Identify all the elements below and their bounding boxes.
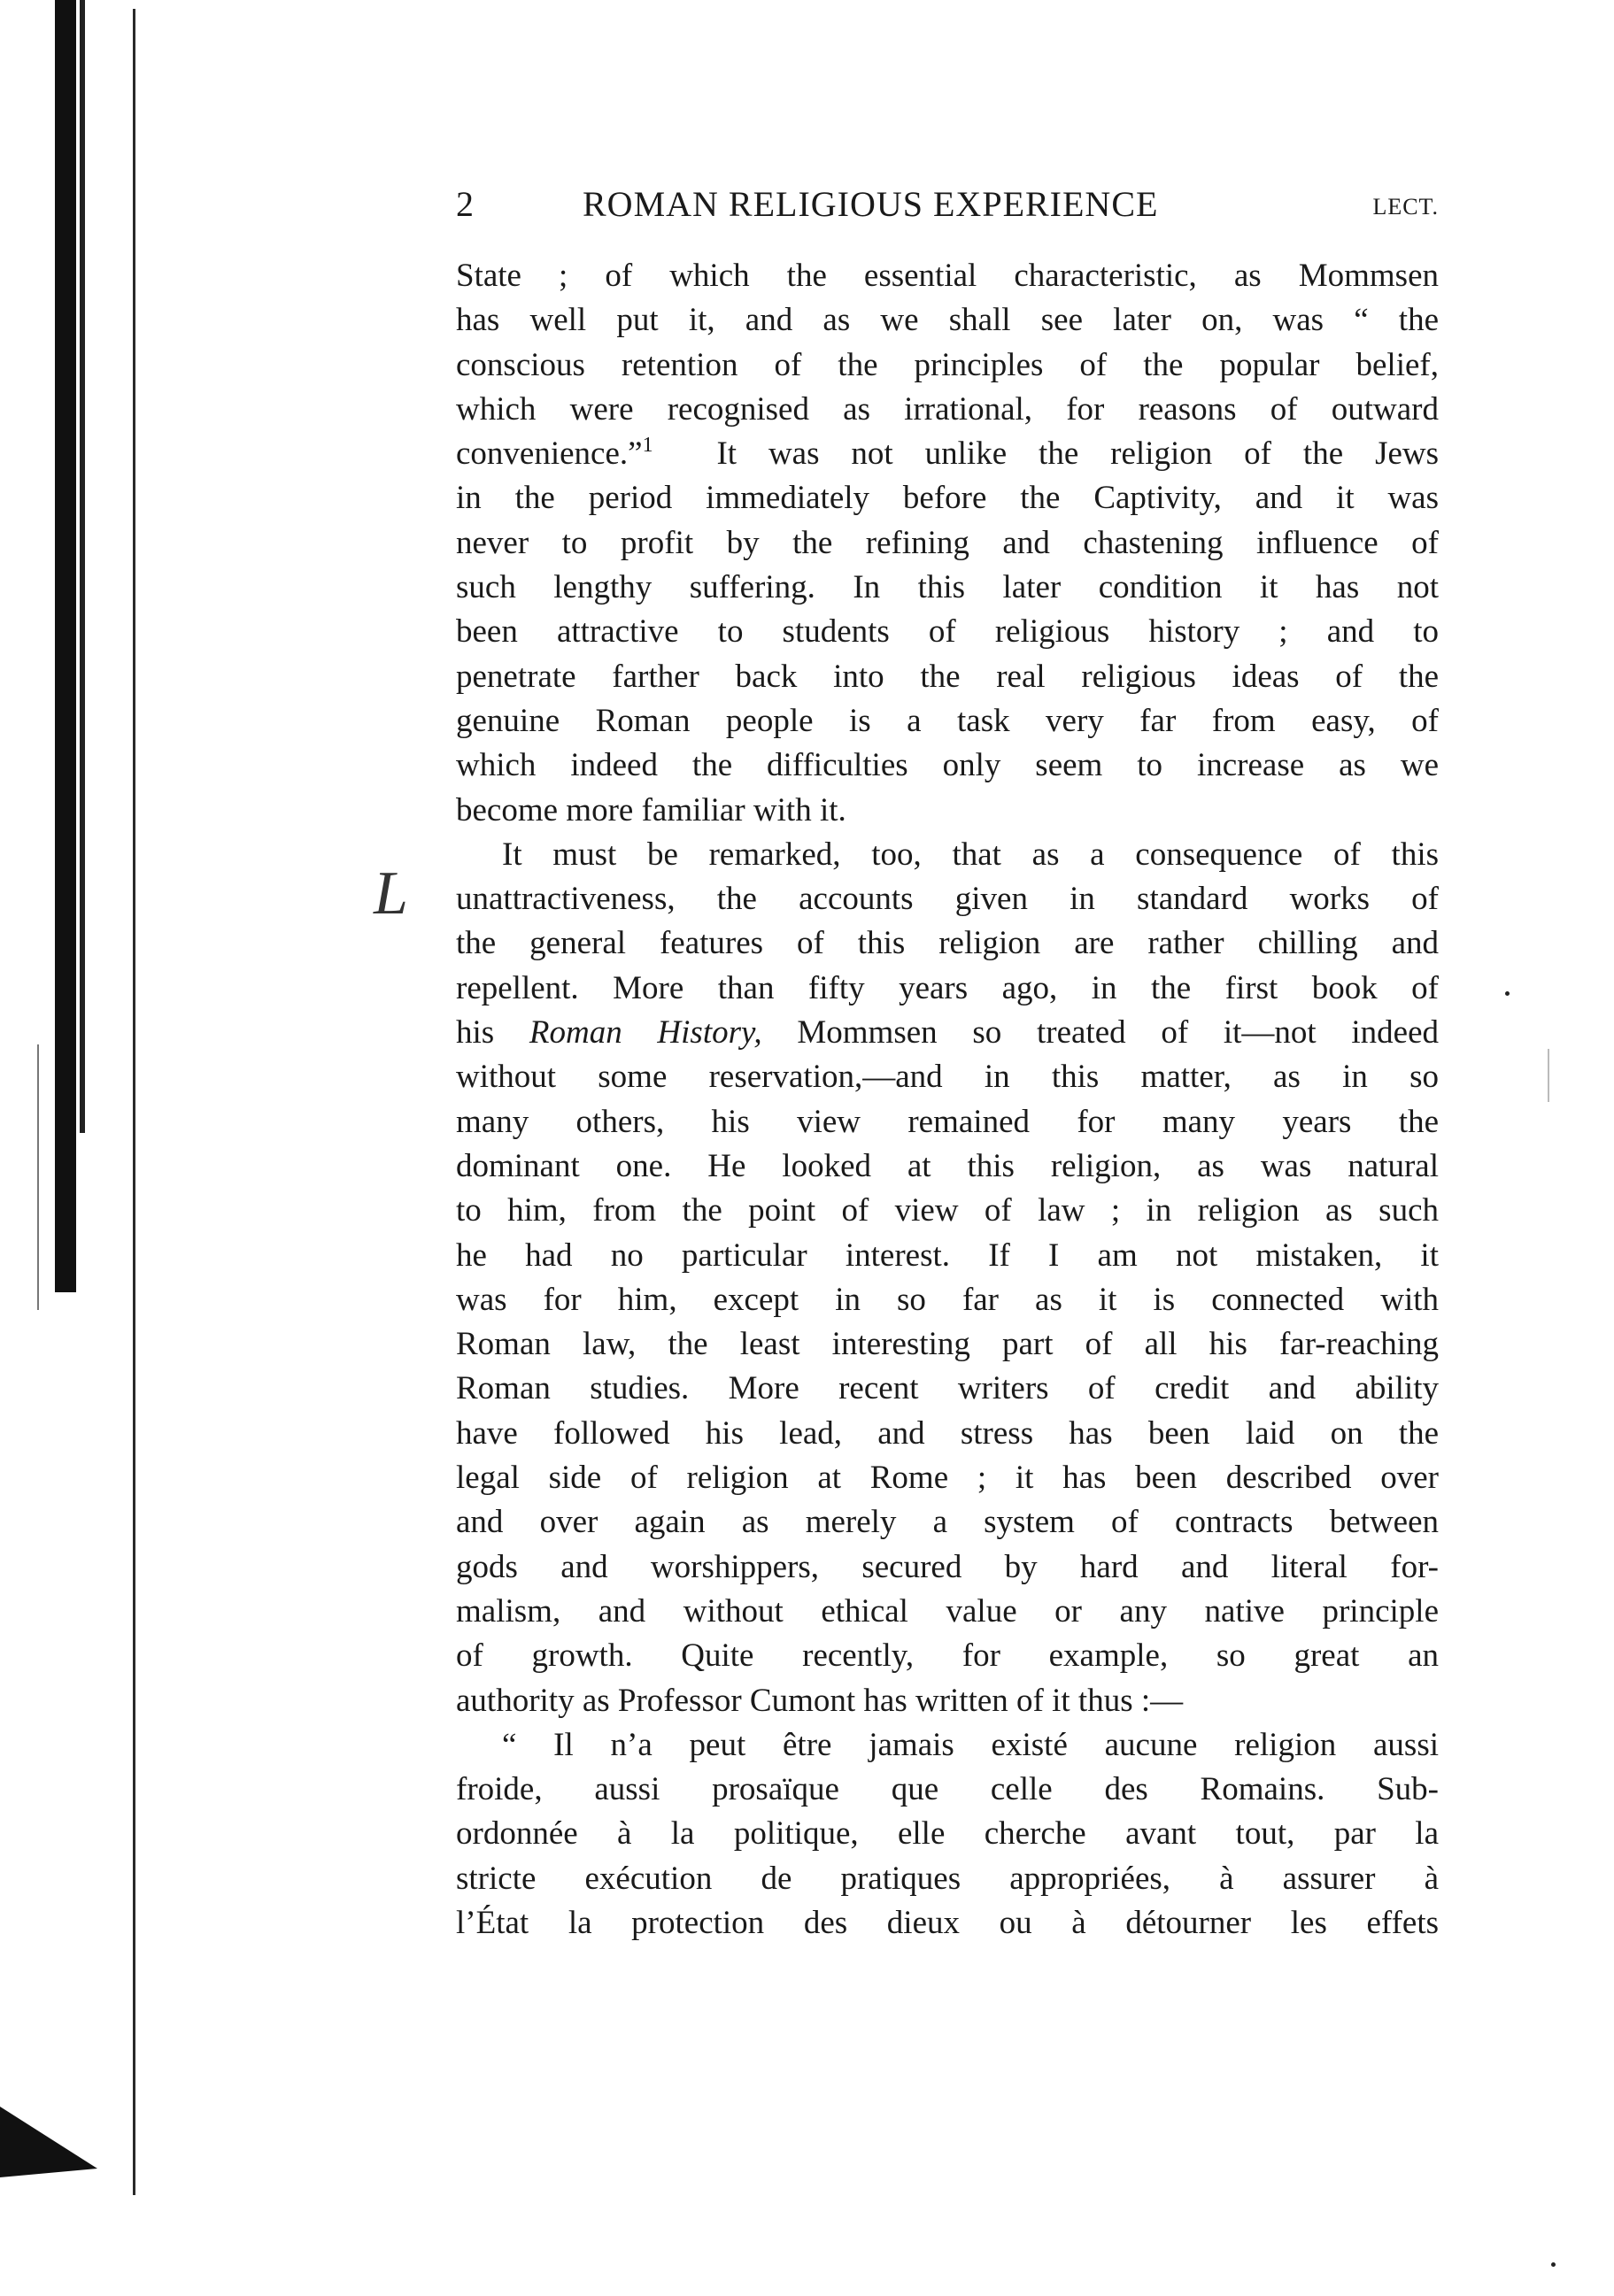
lecture-label: LECT. — [1372, 194, 1439, 220]
scan-speck — [1551, 2262, 1556, 2267]
book-title-roman-history: Roman History, — [529, 1014, 762, 1052]
text-line: genuine Roman people is a task very far from easy, of — [456, 702, 1439, 739]
text-line: malism, and without ethical value or any native principle — [456, 1592, 1439, 1630]
text-line: never to profit by the refining and chastening influence of — [456, 524, 1439, 561]
quote-line: froide, aussi prosaïque que celle des Romains. Sub- — [456, 1771, 1439, 1808]
text-line: to him, from the point of view of law ; in religion as such — [456, 1192, 1439, 1229]
text-line — [456, 1011, 1439, 1055]
footnote-ref: 1 — [642, 434, 653, 458]
text-line: unattractiveness, the accounts given in standard works of — [456, 881, 1439, 918]
text-line: has well put it, and as we shall see later on, was “ the — [456, 302, 1439, 339]
text-line — [456, 432, 1439, 476]
quote-line: ordonnée à la politique, elle cherche avant tout, par la — [456, 1815, 1439, 1853]
running-head — [456, 173, 1439, 235]
text-line: legal side of religion at Rome ; it has been described over — [456, 1460, 1439, 1497]
text-line: of growth. Quite recently, for example, so great an — [456, 1637, 1439, 1675]
his-word: his — [456, 1014, 495, 1052]
scan-page-edge-line — [133, 9, 135, 2195]
text-line: Roman law, the least interesting part of all his far-reaching — [456, 1326, 1439, 1363]
text-line: and over again as merely a system of contracts between — [456, 1504, 1439, 1541]
text-line: conscious retention of the principles of the popular belief, — [456, 346, 1439, 383]
text-line: he had no particular interest. If I am not mistaken, it — [456, 1237, 1439, 1274]
convenience-word: convenience.” — [456, 435, 643, 473]
page-number: 2 — [456, 184, 475, 224]
text-line: have followed his lead, and stress has been laid on the — [456, 1414, 1439, 1452]
text-line: which were recognised as irrational, for reasons of outward — [456, 390, 1439, 428]
running-title: ROMAN RELIGIOUS EXPERIENCE — [583, 184, 1159, 224]
text-line-rest: It was not unlike the religion of the Jews — [716, 435, 1440, 473]
scan-page-edge-line-faint — [37, 1044, 39, 1310]
text-line: which indeed the difficulties only seem to increase as we — [456, 747, 1439, 784]
text-line: dominant one. He looked at this religion, as was natural — [456, 1147, 1439, 1184]
text-line: Roman studies. More recent writers of credit and ability — [456, 1370, 1439, 1407]
scan-speck-line — [1548, 1049, 1549, 1102]
text-line: penetrate farther back into the real religious ideas of the — [456, 658, 1439, 695]
scan-corner-shadow — [0, 2107, 97, 2177]
scan-binding-shadow-inner — [80, 0, 85, 1133]
quote-line: stricte exécution de pratiques appropriées, à assurer à — [456, 1860, 1439, 1897]
scan-speck — [1505, 991, 1510, 996]
book-page — [456, 173, 1439, 1945]
text-line: was for him, except in so far as it is connected with — [456, 1281, 1439, 1318]
text-line: without some reservation,—and in this matter, as in so — [456, 1059, 1439, 1096]
text-line: been attractive to students of religious history ; and to — [456, 613, 1439, 651]
text-line: State ; of which the essential characteristic, as Mommsen — [456, 258, 1439, 294]
text-line: authority as Professor Cumont has written of it thus :— — [456, 1682, 1184, 1719]
quote-line: l’État la protection des dieux ou à détourner les effets — [456, 1904, 1439, 1941]
quote-line: “ Il n’a peut être jamais existé aucune religion aussi — [502, 1726, 1439, 1763]
text-line: such lengthy suffering. In this later condition it has not — [456, 569, 1439, 606]
text-line: the general features of this religion are rather chilling and — [456, 925, 1439, 962]
text-line: gods and worshippers, secured by hard and literal for- — [456, 1548, 1439, 1585]
body-text — [456, 254, 1439, 1945]
handwritten-margin-mark: L — [374, 859, 408, 928]
text-line: in the period immediately before the Captivity, and it was — [456, 480, 1439, 517]
text-line: repellent. More than fifty years ago, in the first book of — [456, 969, 1439, 1006]
text-line: become more familiar with it. — [456, 791, 846, 828]
text-line: many others, his view remained for many years the — [456, 1103, 1439, 1140]
scan-binding-shadow — [55, 0, 76, 1292]
text-line-rest: Mommsen so treated of it—not indeed — [797, 1014, 1440, 1052]
text-line: It must be remarked, too, that as a consequence of this — [502, 836, 1439, 873]
